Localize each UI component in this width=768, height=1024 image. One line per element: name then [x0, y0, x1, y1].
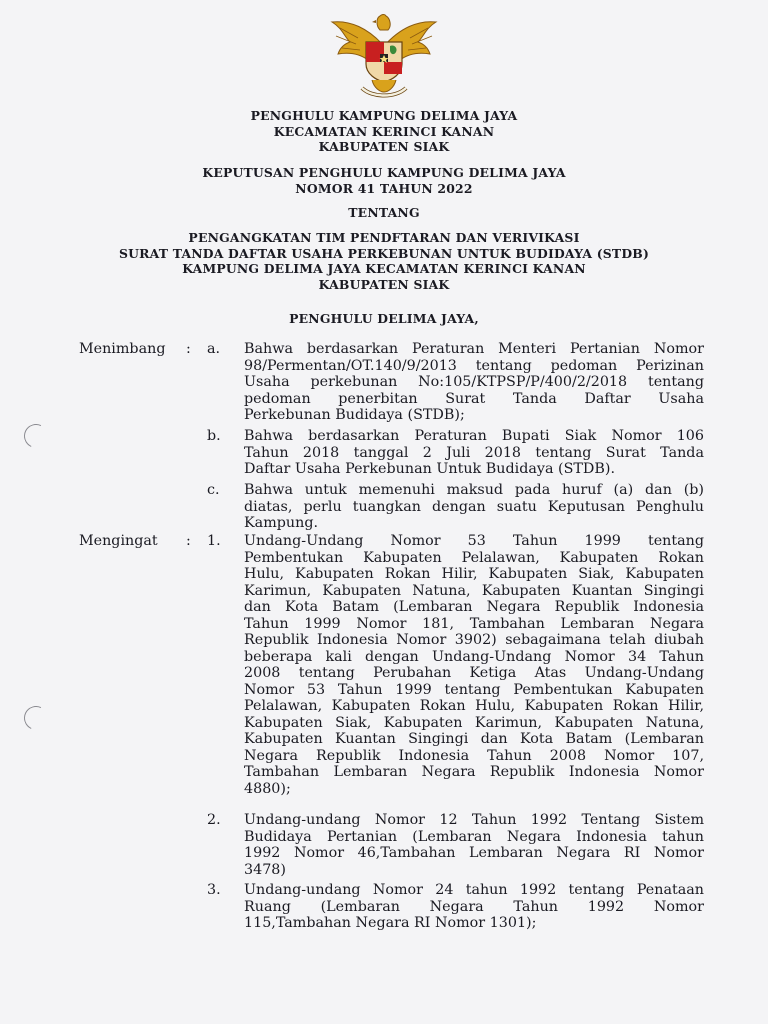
text-line: 2008 tentang Perubahan Ketiga Atas Undang-Undang — [244, 665, 704, 681]
subject-line: KAMPUNG DELIMA JAYA KECAMATAN KERINCI KANAN — [182, 261, 586, 276]
punch-hole-mark — [21, 703, 52, 734]
text-line: Hulu, Kabupaten Rokan Hilir, Kabupaten Siak, Kabupaten — [244, 566, 704, 582]
text-line: Bahwa berdasarkan Peraturan Menteri Pertanian Nomor — [244, 341, 704, 357]
garuda-pancasila-emblem — [328, 8, 440, 100]
item-marker: a. — [207, 341, 221, 357]
section-label: Menimbang — [79, 341, 166, 357]
text-line: 1992 Nomor 46,Tambahan Lembaran Negara RI Nomor — [244, 845, 704, 861]
subject-line: PENGANGKATAN TIM PENDFTARAN DAN VERIVIKASI — [188, 230, 580, 245]
decree-title-block — [0, 165, 768, 196]
text-line: pedoman penerbitan Surat Tanda Daftar Usaha — [244, 390, 704, 407]
text-line: diatas, perlu tuangkan dengan suatu Keputusan Penghulu — [244, 498, 704, 515]
about-label — [0, 205, 768, 221]
text-line: 115,Tambahan Negara RI Nomor 1301); — [244, 915, 537, 931]
item-marker: 2. — [207, 812, 221, 828]
decree-number: NOMOR 41 TAHUN 2022 — [295, 180, 473, 196]
text-line: Kabupaten Kuantan Singingi dan Kota Batam (Lembaran — [244, 731, 704, 747]
subject-line: KABUPATEN SIAK — [318, 276, 450, 292]
text-line: 98/Permentan/OT.140/9/2013 tentang pedoman Perizinan — [244, 357, 704, 374]
text-line: Undang-Undang Nomor 53 Tahun 1999 tentang — [244, 533, 704, 549]
item-marker: c. — [207, 482, 220, 498]
text-line: Karimun, Kabupaten Natuna, Kabupaten Kuantan Singingi — [244, 582, 704, 599]
text-line: Tahun 2018 tanggal 2 Juli 2018 tentang Surat Tanda — [244, 444, 704, 461]
text-line: Negara Republik Indonesia Tahun 2008 Nomor 107, — [244, 747, 704, 764]
text-line: Ruang (Lembaran Negara Tahun 1992 Nomor — [244, 898, 704, 915]
text-line: dan Kota Batam (Lembaran Negara Republik Indonesia — [244, 599, 704, 615]
text-line: Pelalawan, Kabupaten Rokan Hulu, Kabupaten Rokan Hilir, — [244, 698, 704, 714]
authority-line: PENGHULU KAMPUNG DELIMA JAYA — [250, 108, 518, 123]
text-line: beberapa kali dengan Undang-Undang Nomor 34 Tahun — [244, 648, 704, 665]
text-line: Daftar Usaha Perkebunan Untuk Budidaya (STDB). — [244, 461, 616, 477]
text-line: Nomor 53 Tahun 1999 tentang Pembentukan Kabupaten — [244, 681, 704, 698]
list-item — [244, 533, 704, 797]
subject-block — [0, 230, 768, 292]
text-line: Tahun 1999 Nomor 181, Tambahan Lembaran Negara — [244, 615, 704, 632]
list-item — [244, 341, 704, 424]
issuer-heading — [0, 311, 768, 327]
text-line: Bahwa untuk memenuhi maksud pada huruf (a) dan (b) — [244, 482, 704, 498]
issuer-text: PENGHULU DELIMA JAYA, — [289, 311, 479, 326]
punch-hole-mark — [21, 421, 52, 452]
item-marker: 1. — [207, 533, 221, 549]
text-line: 4880); — [244, 780, 291, 797]
list-item — [244, 428, 704, 478]
text-line: Kampung. — [244, 515, 319, 531]
text-line: Republik Indonesia Nomor 3902) sebagaimana telah diubah — [244, 632, 704, 648]
decree-title: KEPUTUSAN PENGHULU KAMPUNG DELIMA JAYA — [202, 165, 566, 180]
section-colon: : — [186, 341, 191, 357]
text-line: Usaha perkebunan No:105/KTPSP/P/400/2/2018 tentang — [244, 374, 704, 390]
authority-block — [0, 108, 768, 155]
text-line: Undang-undang Nomor 12 Tahun 1992 Tentang Sistem — [244, 812, 704, 828]
text-line: Kabupaten Siak, Kabupaten Karimun, Kabupaten Natuna, — [244, 714, 704, 731]
text-line: 3478) — [244, 861, 286, 878]
text-line: Tambahan Lembaran Negara Republik Indonesia Nomor — [244, 764, 704, 780]
text-line: Budidaya Pertanian (Lembaran Negara Indonesia tahun — [244, 828, 704, 845]
about-text: TENTANG — [348, 205, 420, 220]
item-marker: 3. — [207, 882, 221, 898]
text-line: Bahwa berdasarkan Peraturan Bupati Siak Nomor 106 — [244, 428, 704, 444]
list-item — [244, 482, 704, 532]
authority-line: KABUPATEN SIAK — [318, 139, 450, 154]
subject-line: SURAT TANDA DAFTAR USAHA PERKEBUNAN UNTUK BUDIDAYA (STDB) — [118, 245, 650, 261]
text-line: Pembentukan Kabupaten Pelalawan, Kabupaten Rokan — [244, 549, 704, 566]
item-marker: b. — [207, 428, 221, 444]
authority-line: KECAMATAN KERINCI KANAN — [273, 123, 495, 139]
list-item — [244, 882, 704, 932]
list-item — [244, 812, 704, 878]
section-label: Mengingat — [79, 533, 158, 549]
text-line: Perkebunan Budidaya (STDB); — [244, 407, 465, 423]
text-line: Undang-undang Nomor 24 tahun 1992 tentang Penataan — [244, 882, 704, 898]
section-colon: : — [186, 533, 191, 549]
